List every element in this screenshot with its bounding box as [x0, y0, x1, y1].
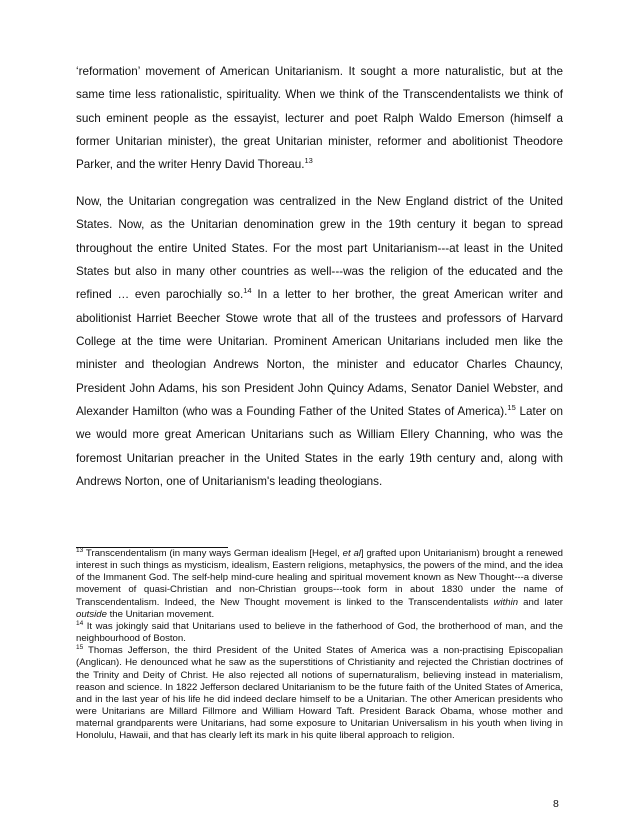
footnote-13-text-a: Transcendentalism (in many ways German idealism [Hegel,	[83, 548, 343, 559]
paragraph-2-text-part-2: In a letter to her brother, the great American writer and abolitionist Harriet Beecher Stowe wrote that all of the trustees and professors of Harvard College at the time were Unitarian. Prominent American Unitarians included men like the minister and theologian Andrews Norton, the minister and educator Charles Chauncy, President John Adams, his son President John Quincy Adams, Senator Daniel Webster, and Alexander Hamilton (who was a Founding Father of the United States of America).	[76, 288, 563, 419]
footnote-15	[76, 645, 563, 742]
paragraph-2-text-part-3: Later on we would more great American Unitarians such as William Ellery Channing, who was the foremost Unitarian preacher in the United States in the early 19th century and, along with Andrews Norton, one of Unitarianism's leading theologians.	[76, 405, 563, 489]
paragraph-2-text-part-1: Now, the Unitarian congregation was centralized in the New England district of the United States. Now, as the Unitarian denomination grew in the 19th century it began to spread throughout the entire United States. For the most part Unitarianism---at least in the United States but also in many other countries as well---was the religion of the educated and the refined … even parochially so.	[76, 195, 563, 302]
footnote-14	[76, 621, 563, 645]
footnote-13-text-d: the Unitarian movement.	[106, 608, 215, 620]
footnote-13-within: within	[493, 596, 519, 608]
footnote-13-text-c: and later	[518, 596, 563, 608]
paragraph-1-text: ‘reformation’ movement of American Unitarianism. It sought a more naturalistic, but at the same time less rationalistic, spirituality. When we think of the Transcendentalists we think of such eminent people as the essayist, lecturer and poet Ralph Waldo Emerson (himself a former Unitarian minister), the great Unitarian minister, reformer and abolitionist Theodore Parker, and the writer Henry David Thoreau.	[76, 65, 563, 172]
footnote-ref-13: 13	[304, 156, 313, 166]
footnote-ref-14: 14	[243, 286, 252, 296]
footnote-13-number: 13	[76, 546, 84, 554]
footnote-13-text-b: ] grafted upon Unitarianism) brought a renewed interest in such things as mysticism, idealism, Eastern religions, metaphysics, the powers of the mind, and the idea of the Immanent God. The self-help mind-cure healing and spiritual movement known as New Thought---a diverse movement of quasi-Christian and non-Christian groups---took form in about 1830 under the name of Transcendentalism. Indeed, the New Thought movement is linked to the Transcendentalists	[76, 548, 563, 608]
footnote-13-outside: outside	[76, 608, 107, 620]
footnote-13-et-al: et al	[342, 548, 361, 559]
body-paragraph-2	[76, 190, 563, 493]
footnote-ref-15: 15	[507, 403, 516, 413]
footnote-14-number: 14	[76, 619, 84, 627]
body-paragraph-1	[76, 60, 563, 177]
footnote-15-text: Thomas Jefferson, the third President of the United States of America was a non-practising Episcopalian (Anglican). He denounced what he saw as the superstitions of Christianity and rejected the Christian doctrines of the Trinity and Deity of Christ. He also rejected all notions of supernaturalism, believing instead in materialism, reason and science. In 1822 Jefferson declared Unitarianism to be the future faith of the United States of America, and in the last year of his life he did indeed declare himself to be a Unitarian. The other American presidents who were Unitarians are Millard Fillmore and William Howard Taft. President Barack Obama, whose mother and maternal grandparents were Unitarians, had some exposure to Unitarian Universalism in his youth when living in Honolulu, Hawaii, and that has clearly left its mark in his quite liberal approach to religion.	[76, 645, 563, 742]
footnote-13	[76, 548, 563, 621]
footnotes	[76, 548, 563, 743]
footnote-15-number: 15	[76, 644, 84, 652]
footnote-14-text: It was jokingly said that Unitarians used to believe in the fatherhood of God, the brotherhood of man, and the neighbourhood of Boston.	[76, 620, 563, 645]
page-number: 8	[553, 798, 559, 810]
